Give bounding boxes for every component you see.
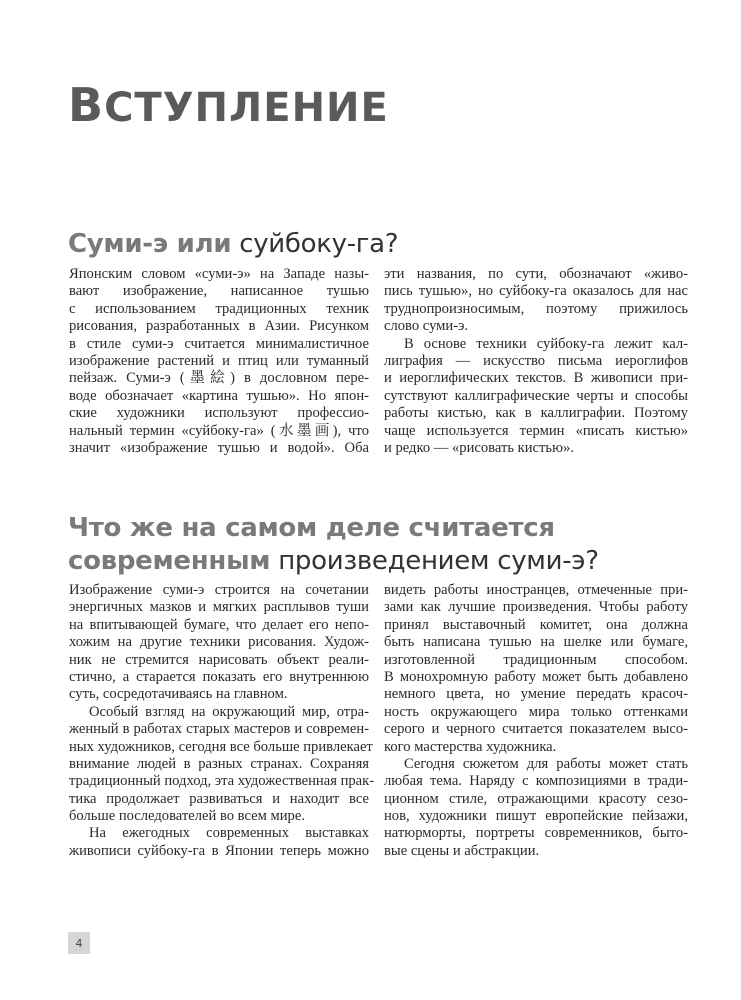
heading-light-part: произведением суми-э? xyxy=(270,546,599,576)
text-line: энергичных мазков и мягких расплывов туши xyxy=(69,599,369,616)
text-line: быть написана тушью на шелке или бумаге, xyxy=(384,634,688,651)
text-line: тика продолжает развиваться и находит все xyxy=(69,790,369,807)
paragraph xyxy=(69,582,369,704)
text-line: изготовленной традиционным способом. xyxy=(384,651,688,668)
text-line: рисования, разработанных в Азии. Рисунком xyxy=(69,318,369,335)
text-line: ские художники используют профессио- xyxy=(69,405,369,422)
heading-light-part: суйбоку-га? xyxy=(231,229,399,259)
text-line: видеть работы иностранцев, отмеченные при- xyxy=(384,582,688,598)
text-line: традиционный подход, эта художественная прак- xyxy=(69,773,375,790)
text-line: женный в работах старых мастеров и современ- xyxy=(69,721,369,738)
text-line: в стиле суми-э считается минималистичное xyxy=(69,335,369,352)
section2-right-column xyxy=(384,582,688,860)
paragraph xyxy=(384,336,688,458)
text-line: натюрморты, портреты современников, быто- xyxy=(384,825,688,842)
text-line: ник не стремится нарисовать объект реали- xyxy=(69,651,369,668)
paragraph xyxy=(384,266,688,336)
text-line: вают изображение, написанное тушью xyxy=(69,283,369,300)
text-line: живописи суйбоку-га в Японии теперь можно xyxy=(69,842,369,859)
section1-left-column xyxy=(69,266,369,457)
text-line: Особый взгляд на окружающий мир, отра- xyxy=(89,703,369,720)
section1-right-column xyxy=(384,266,688,457)
text-line: чаще используется термин «писать кистью» xyxy=(384,422,688,439)
text-line: ность окружающего мира только оттенками xyxy=(384,703,688,720)
section2-left-column xyxy=(69,582,375,860)
text-line: труднопроизносимым, поэтому прижилось xyxy=(384,300,688,317)
text-line: зами как лучшие произведения. Чтобы работу xyxy=(384,599,688,616)
heading-bold-part: современным xyxy=(68,546,271,576)
title-rest: СТУПЛЕНИЕ xyxy=(104,85,389,131)
chapter-title xyxy=(68,78,389,132)
page-number: 4 xyxy=(68,932,90,954)
text-line: больше последователей во всем мире. xyxy=(69,808,305,825)
section-heading-sumi-e xyxy=(68,228,398,261)
text-line: любая тема. Наряду с композициями в тради- xyxy=(384,773,688,790)
text-line: нальный термин «суйбоку-га» (水墨画), что xyxy=(69,422,369,439)
text-line: ционном стиле, отражающими красоту сезо- xyxy=(384,790,688,807)
paragraph xyxy=(384,756,688,860)
heading-bold-part: Суми-э или xyxy=(68,229,232,259)
text-line: принял выставочный комитет, она должна xyxy=(384,616,688,633)
text-line: пись тушью», но суйбоку-га оказалось для нас xyxy=(384,283,688,300)
text-line: воде обозначает «картина тушью». Но япон- xyxy=(69,387,369,404)
text-line: В основе техники суйбоку-га лежит кал- xyxy=(404,335,688,352)
text-line: хожим на другие техники рисования. Худож- xyxy=(69,634,369,651)
heading-line1: Что же на самом деле считается xyxy=(68,513,555,543)
text-line: Японским словом «суми-э» на Западе назы- xyxy=(69,266,369,282)
paragraph xyxy=(69,703,375,826)
text-line: с использованием традиционных техник xyxy=(69,300,369,317)
text-line: В монохромную работу может быть добавлено xyxy=(384,668,688,685)
text-line: На ежегодных современных выставках xyxy=(89,825,369,842)
text-line: суть, сосредотачиваясь на главном. xyxy=(69,686,288,703)
text-line: и редко — «рисовать кистью». xyxy=(384,439,574,456)
text-line: кого мастерства художника. xyxy=(384,738,557,755)
text-line: на впитывающей бумаге, что делает его непо- xyxy=(69,616,369,633)
text-line: Изображение суми-э строится на сочетании xyxy=(69,582,369,598)
text-line: ных художников, сегодня все больше привлекает xyxy=(69,738,373,755)
paragraph xyxy=(69,825,369,860)
text-line: слово суми-э. xyxy=(384,318,468,335)
text-line: значит «изображение тушью и водой». Оба xyxy=(69,439,369,456)
text-line: лиграфия — искусство письма иероглифов xyxy=(384,352,688,369)
text-line: вые сцены и абстракции. xyxy=(384,842,540,859)
text-line: сутствуют каллиграфические черты и способы xyxy=(384,387,688,404)
text-line: и иероглифических текстов. В живописи при- xyxy=(384,370,688,387)
text-line: эти названия, по сути, обозначают «живо- xyxy=(384,266,688,282)
text-line: Сегодня сюжетом для работы может стать xyxy=(404,755,688,772)
paragraph xyxy=(69,266,369,457)
title-initial: В xyxy=(68,78,105,132)
text-line: работы кистью, как в каллиграфии. Поэтому xyxy=(384,405,688,422)
section-heading-modern-sumi-e xyxy=(68,512,599,578)
paragraph xyxy=(384,582,688,756)
text-line: серого и черного считается показателем высо- xyxy=(384,721,688,738)
text-line: изображение растений и птиц или туманный xyxy=(69,352,369,369)
text-line: нов, художники пишут европейские пейзажи, xyxy=(384,808,688,825)
text-line: стично, а старается показать его внутреннюю xyxy=(69,668,369,685)
text-line: пейзаж. Суми-э (墨絵) в дословном пере- xyxy=(69,370,369,387)
text-line: внимание людей в разных странах. Сохраняя xyxy=(69,755,369,772)
text-line: немного цвета, но умение передать красоч- xyxy=(384,686,688,703)
